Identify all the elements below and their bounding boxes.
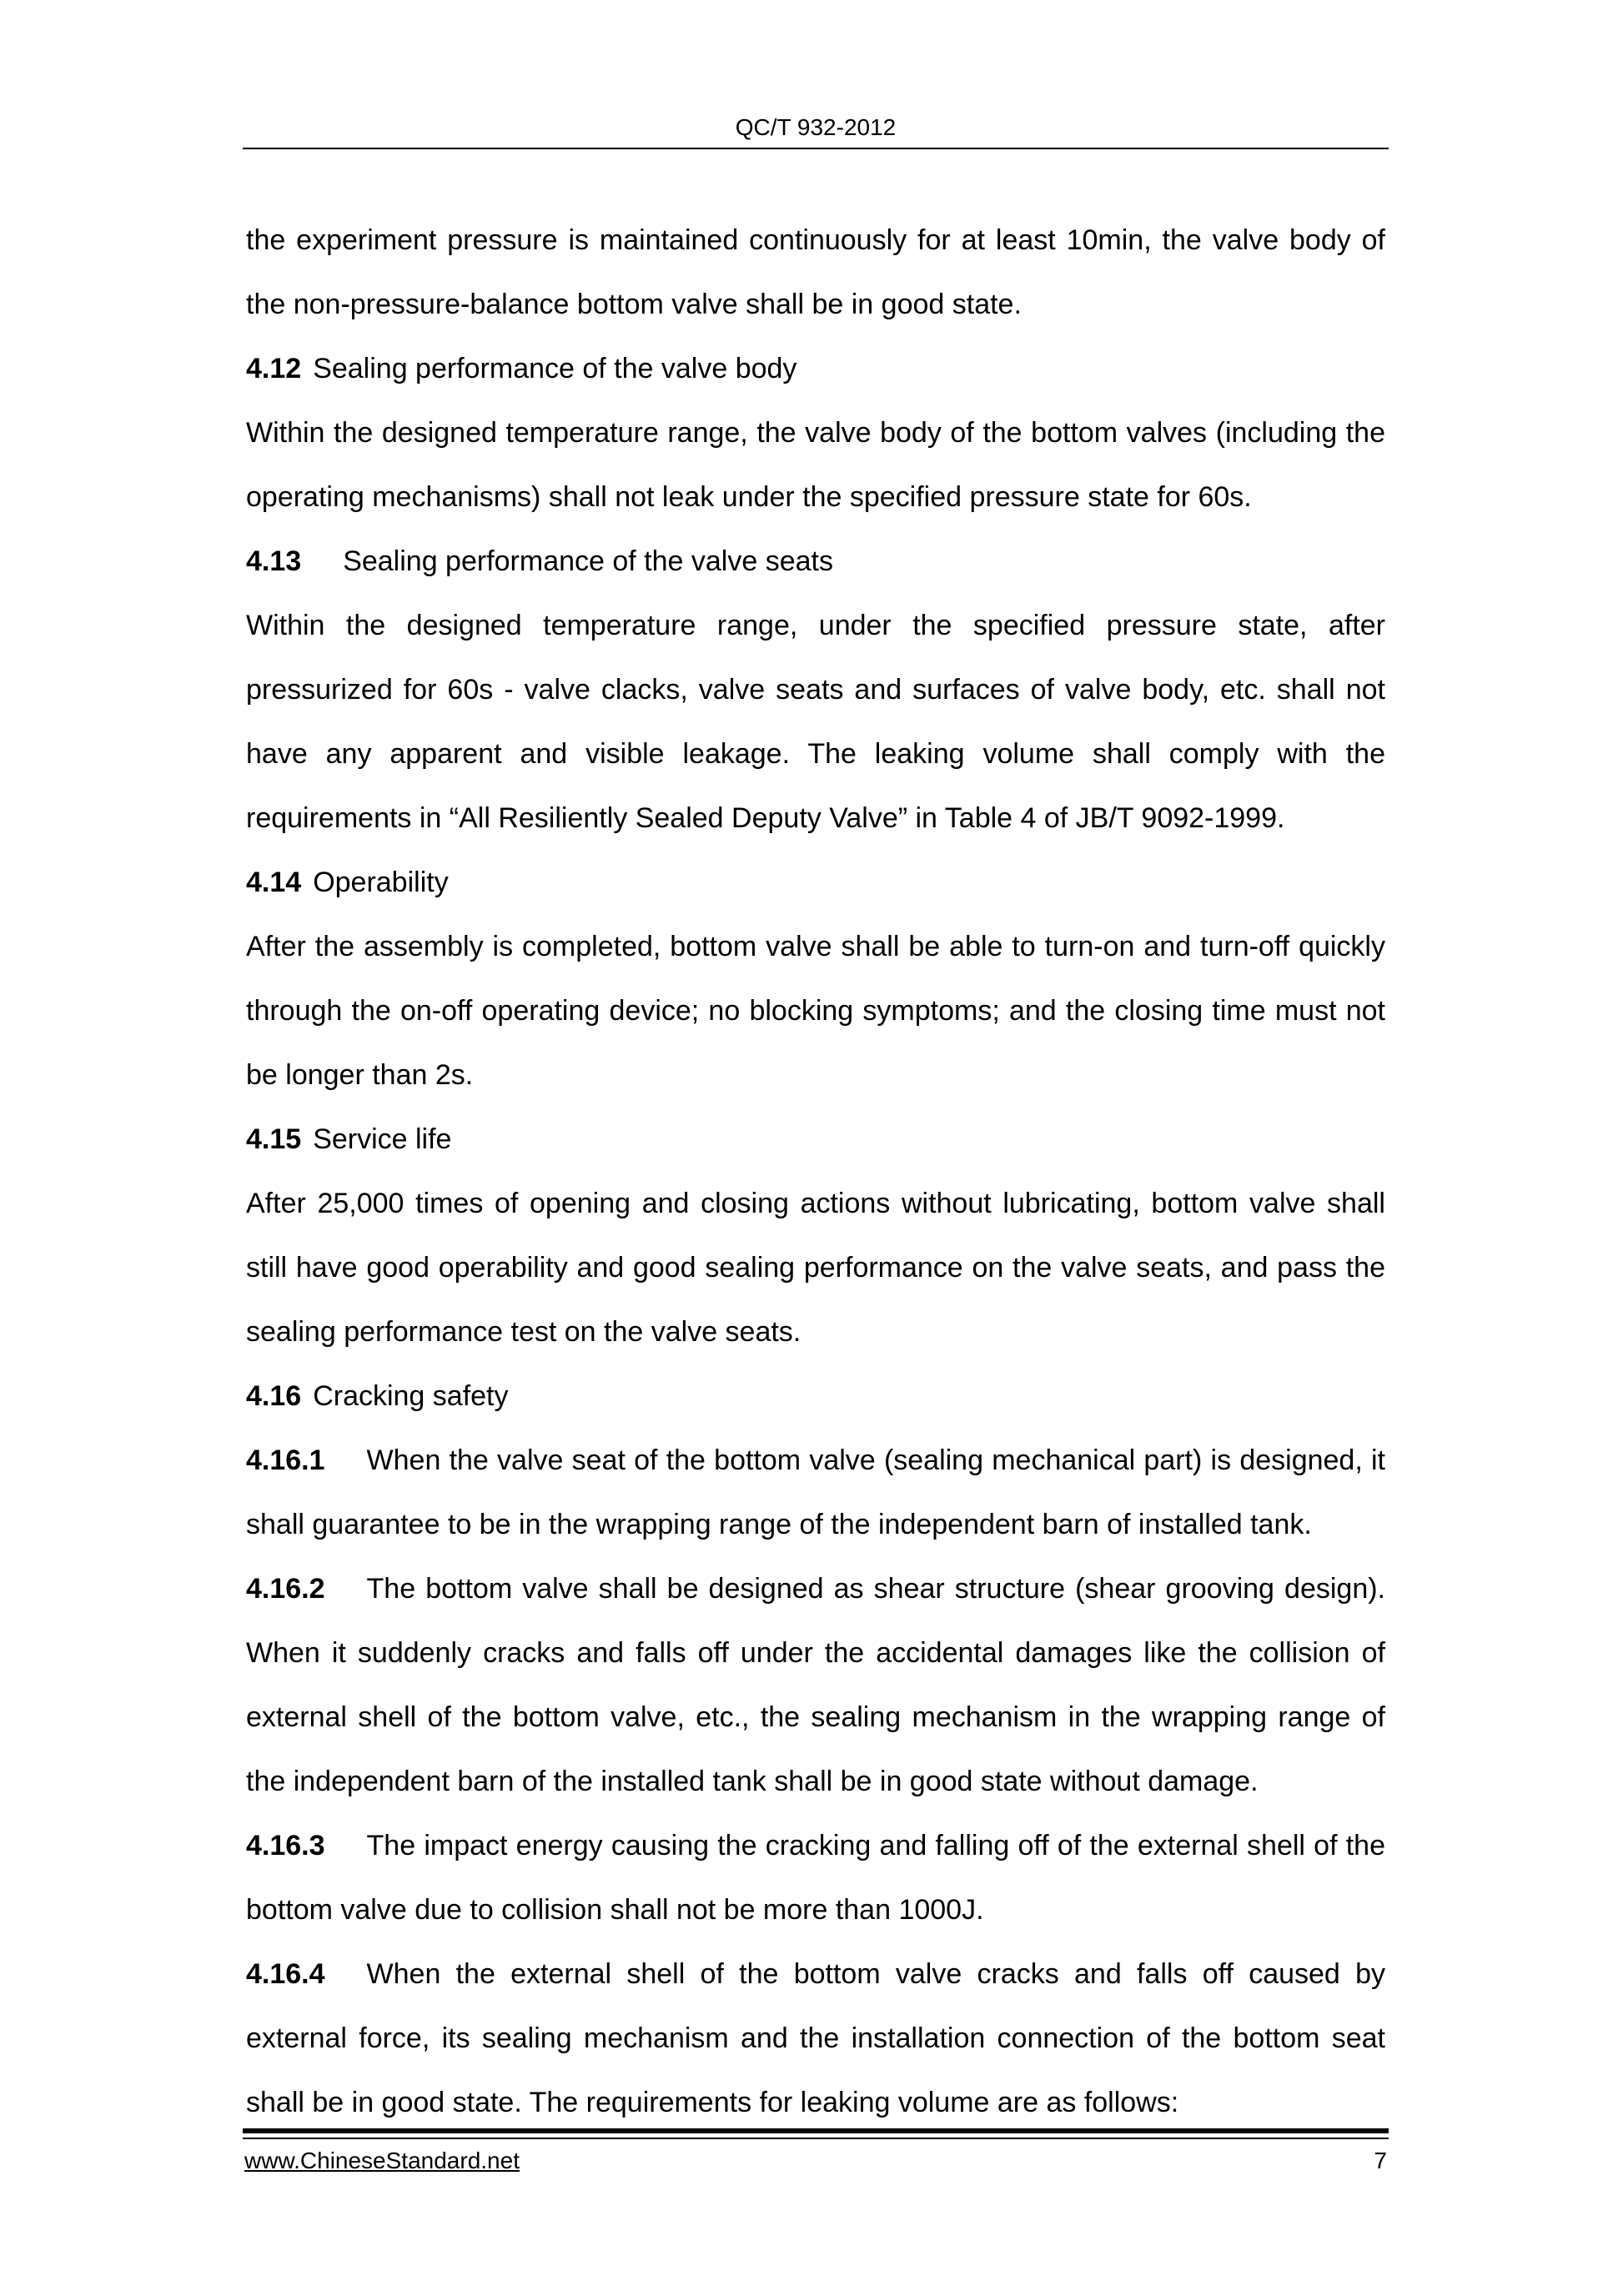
- section-heading-4-13: [246, 530, 1385, 594]
- document-body: [246, 208, 1385, 2135]
- section-heading-4-16: [246, 1364, 1385, 1429]
- section-body-4-15: After 25,000 times of opening and closing actions without lubricating, bottom valve shall still have good operability and good sealing performance on the valve seats, and pass the sealing performance test on the valve seats.: [246, 1188, 1385, 1348]
- page-number: 7: [1374, 2148, 1387, 2173]
- section-title: Sealing performance of the valve seats: [343, 545, 833, 577]
- section-number: 4.16: [246, 1380, 302, 1412]
- subsection-text: The bottom valve shall be designed as shear structure (shear grooving design). When it suddenly cracks and falls off under the accidental damages like the collision of external shell of the bottom valve, etc., the sealing mechanism in the wrapping range of the independent barn of the installed tank shall be in good state without damage.: [246, 1573, 1385, 1797]
- section-number: 4.13: [246, 545, 302, 577]
- section-body-4-12: Within the designed temperature range, the valve body of the bottom valves (including the operating mechanisms) shall not leak under the specified pressure state for 60s.: [246, 417, 1385, 513]
- footer-divider-thick: [243, 2128, 1389, 2133]
- subsection-4-16-4: [246, 1942, 1385, 2135]
- section-body-4-13: Within the designed temperature range, under the specified pressure state, after pressurized for 60s - valve clacks, valve seats and surfaces of valve body, etc. shall not have any apparent and visible leakage. The leaking volume shall comply with the requirements in “All Resiliently Sealed Deputy Valve” in Table 4 of JB/T 9092-1999.: [246, 610, 1385, 834]
- page-header-doc-code: QC/T 932-2012: [735, 114, 897, 140]
- section-title: Cracking safety: [313, 1380, 509, 1412]
- footer-divider-thin: [243, 2138, 1389, 2139]
- subsection-number: 4.16.4: [246, 1958, 325, 1990]
- section-title: Service life: [313, 1123, 452, 1155]
- section-body-4-14: After the assembly is completed, bottom valve shall be able to turn-on and turn-off quickly through the on-off operating device; no blocking symptoms; and the closing time must not be longer than 2s.: [246, 931, 1385, 1091]
- subsection-number: 4.16.1: [246, 1444, 325, 1476]
- section-heading-4-12: [246, 337, 1385, 401]
- section-heading-4-15: [246, 1108, 1385, 1172]
- section-title: Sealing performance of the valve body: [313, 353, 797, 384]
- section-number: 4.12: [246, 353, 302, 384]
- subsection-4-16-3: [246, 1814, 1385, 1942]
- continued-paragraph: the experiment pressure is maintained continuously for at least 10min, the valve body of the non-pressure-balance bottom valve shall be in good state.: [246, 224, 1385, 320]
- section-number: 4.15: [246, 1123, 302, 1155]
- header-divider: [243, 148, 1389, 149]
- section-title: Operability: [313, 867, 449, 898]
- subsection-4-16-1: [246, 1429, 1385, 1557]
- section-number: 4.14: [246, 867, 302, 898]
- footer-website-link[interactable]: www.ChineseStandard.net: [244, 2148, 520, 2173]
- subsection-text: The impact energy causing the cracking and falling off of the external shell of the bottom valve due to collision shall not be more than 1000J.: [246, 1830, 1385, 1926]
- section-heading-4-14: [246, 851, 1385, 915]
- subsection-number: 4.16.2: [246, 1573, 325, 1605]
- subsection-4-16-2: [246, 1557, 1385, 1814]
- subsection-text: When the valve seat of the bottom valve (sealing mechanical part) is designed, it shall guarantee to be in the wrapping range of the independent barn of installed tank.: [246, 1444, 1385, 1540]
- subsection-text: When the external shell of the bottom valve cracks and falls off caused by external force, its sealing mechanism and the installation connection of the bottom seat shall be in good state. The requirements for leaking volume are as follows:: [246, 1958, 1385, 2118]
- subsection-number: 4.16.3: [246, 1830, 325, 1861]
